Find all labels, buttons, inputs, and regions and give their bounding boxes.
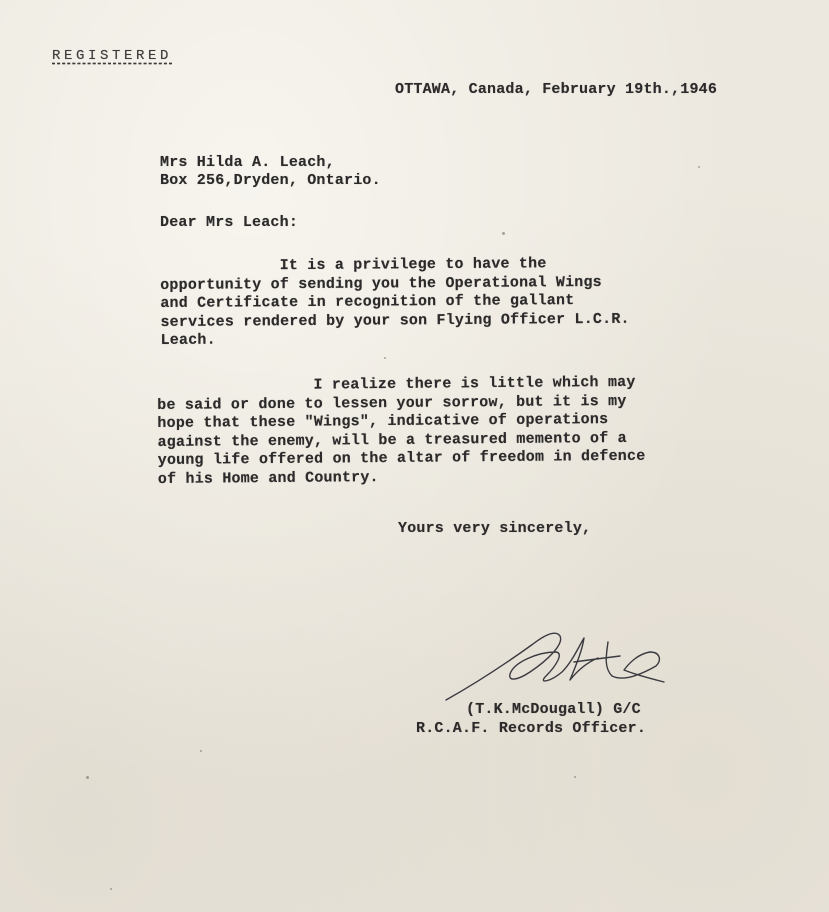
body-paragraph-2: I realize there is little which may be said or done to lessen your sorrow, but it is my hope that these "Wings", indicative of operations against the enemy, will be a treasured memento of a young life offered on the altar of freedom in defence of his Home and Country. bbox=[157, 373, 646, 488]
paper-speck bbox=[110, 888, 112, 890]
signatory-name: (T.K.McDougall) G/C bbox=[466, 701, 641, 718]
paper-speck bbox=[698, 166, 700, 168]
recipient-address: Box 256,Dryden, Ontario. bbox=[160, 172, 381, 189]
body-paragraph-1: It is a privilege to have the opportunity of sending you the Operational Wings and Certificate in recognition of the gallant services rendered by your son Flying Officer L.C.R. Leach. bbox=[160, 255, 630, 349]
handwritten-signature bbox=[438, 622, 668, 704]
paper-speck bbox=[200, 750, 202, 752]
registered-stamp: REGISTERED bbox=[52, 48, 173, 64]
paper-speck bbox=[574, 776, 576, 778]
recipient-name: Mrs Hilda A. Leach, bbox=[160, 154, 335, 171]
closing: Yours very sincerely, bbox=[398, 520, 592, 537]
paper-speck bbox=[384, 357, 386, 359]
salutation: Dear Mrs Leach: bbox=[160, 214, 299, 231]
paper-speck bbox=[502, 232, 505, 235]
signatory-title: R.C.A.F. Records Officer. bbox=[416, 720, 647, 737]
date-line: OTTAWA, Canada, February 19th.,1946 bbox=[395, 81, 718, 98]
paper-speck bbox=[86, 776, 89, 779]
